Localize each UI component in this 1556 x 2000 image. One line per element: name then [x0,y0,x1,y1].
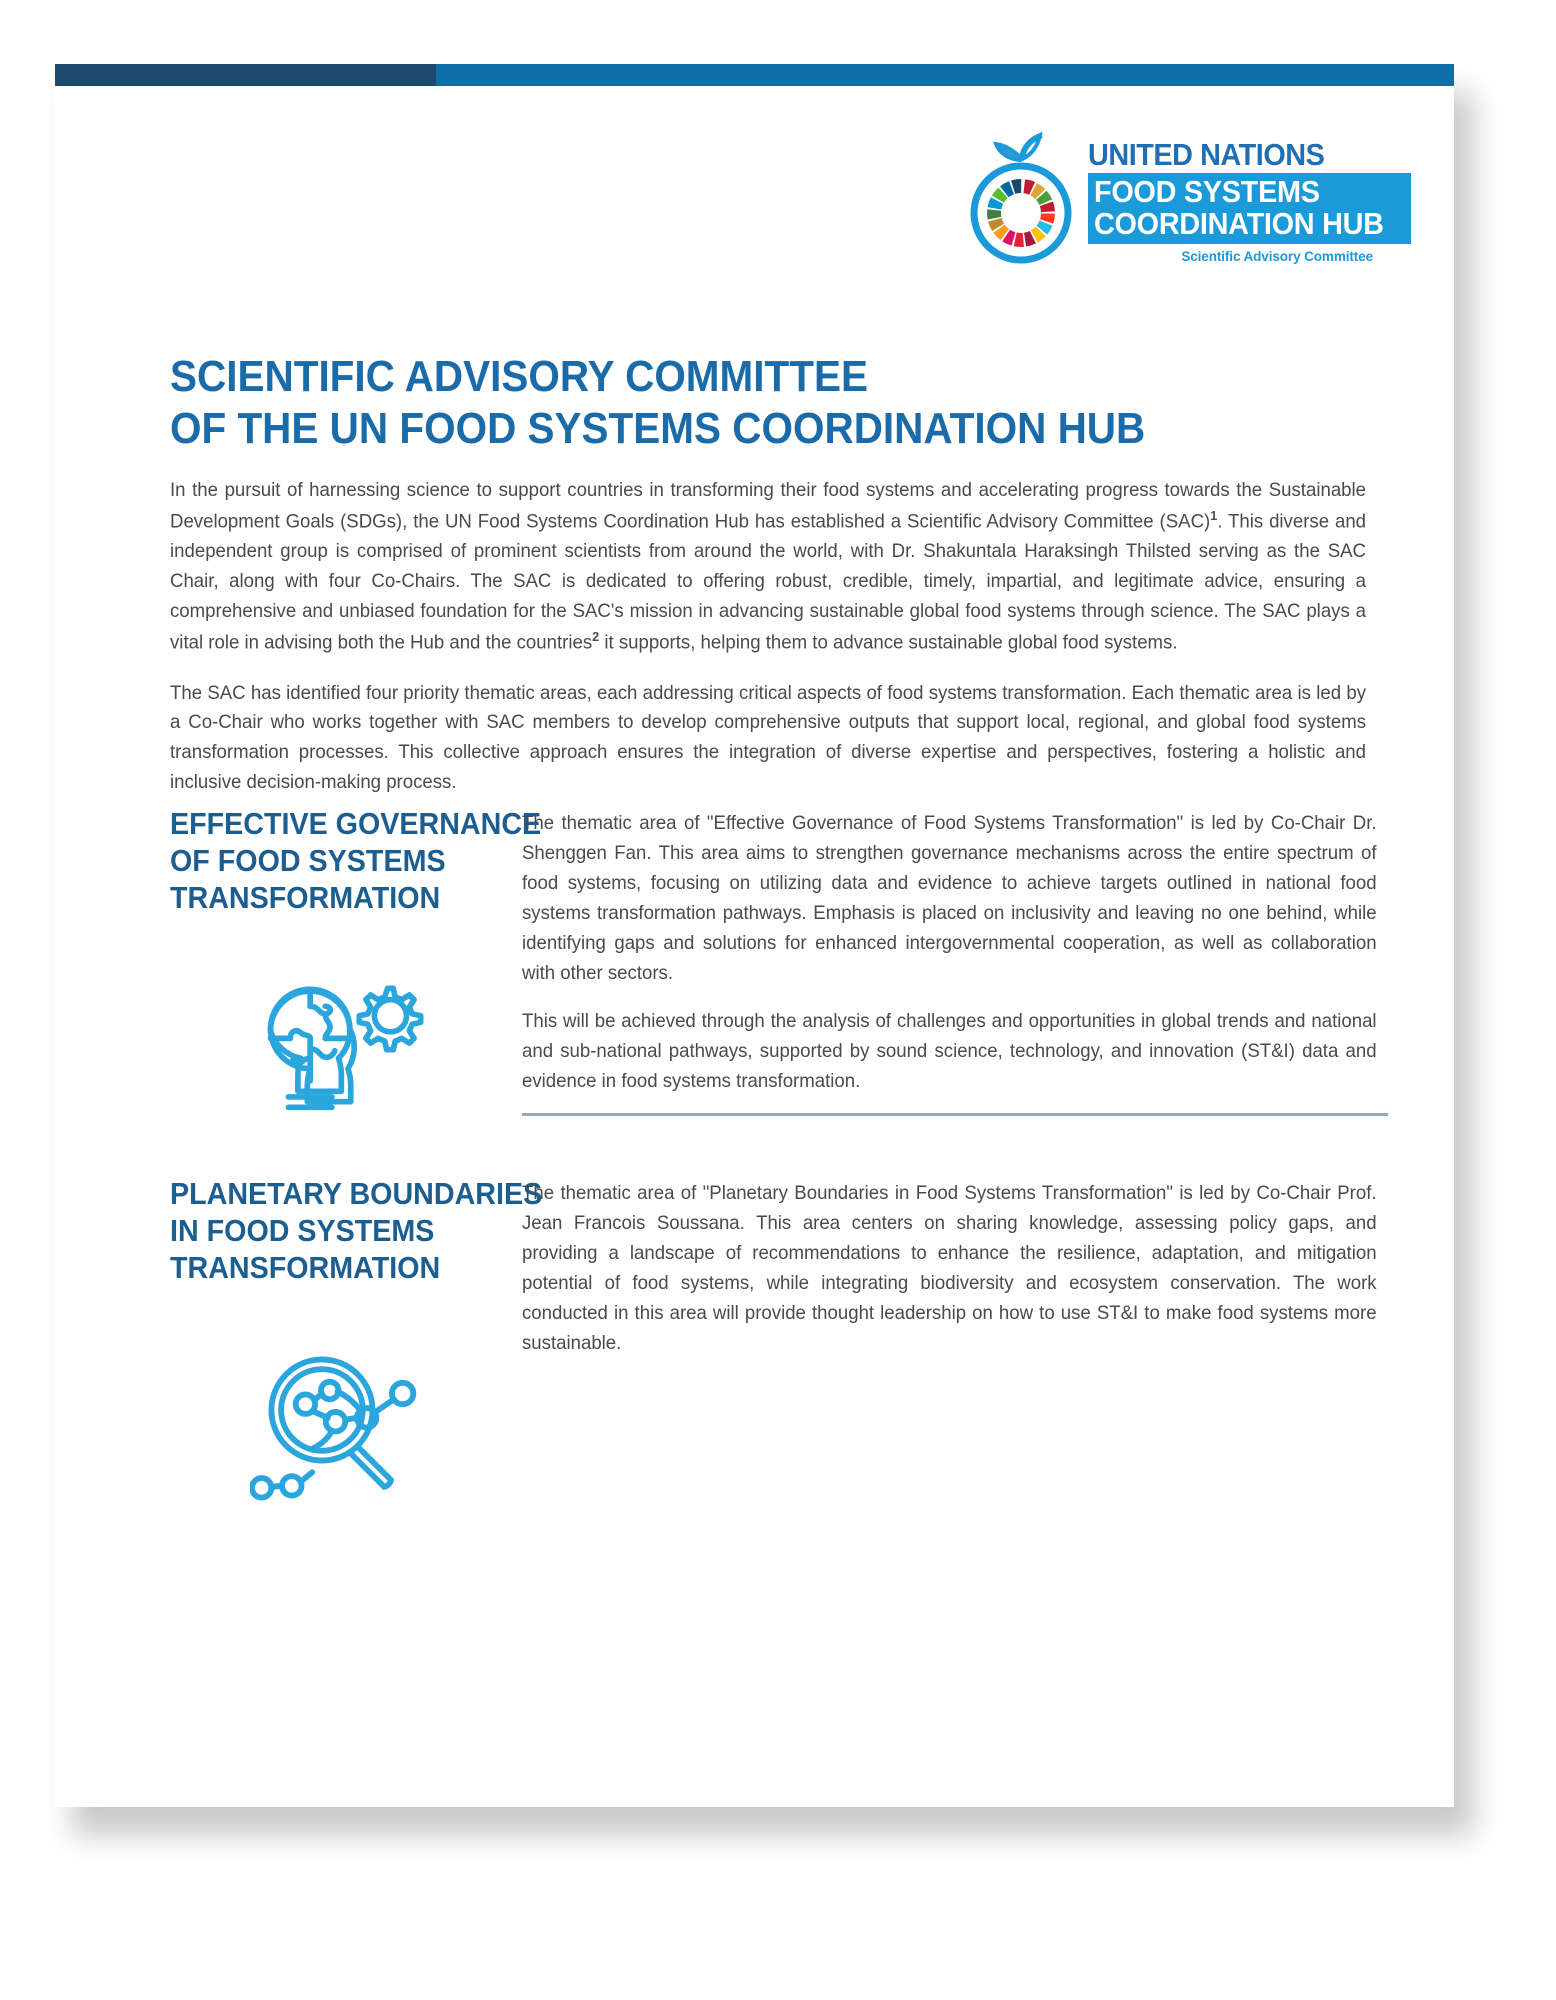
section-governance-heading-line-1: EFFECTIVE GOVERNANCE [170,807,542,841]
page-title [170,351,1170,456]
thematic-section-planetary [170,1176,1403,1510]
thematic-section-governance [170,806,1403,1130]
intro-paragraph-1 [170,476,1366,659]
section-governance-body [522,806,1403,1130]
logo-line-food-systems: FOOD SYSTEMS [1094,174,1320,209]
logo-line-united-nations: UNITED NATIONS [1088,137,1325,172]
top-bar-right-segment [436,64,1454,86]
section-planetary-heading-line-3: TRANSFORMATION [170,1251,441,1286]
logo-subtitle-sac: Scientific Advisory Committee [1181,249,1373,265]
top-color-bar [55,64,1454,86]
logo-blue-band [1088,173,1411,244]
logo-line-coordination-hub: COORDINATION HUB [1094,206,1384,242]
section-planetary-left-column [170,1176,543,1510]
magnifier-network-nodes-icon [250,1340,420,1510]
intro-paragraph-2: The SAC has identified four priority thematic areas, each addressing critical aspects of food systems transformation. Each thematic area is led by a Co-Chair who works together with SAC members to develop comprehensive outputs that support local, regional, and global food systems transformation processes. This collective approach ensures the integration of diverse expertise and perspectives, fostering a holistic and inclusive decision-making process. [170,682,1367,794]
footnote-marker-2: 2 [592,629,600,645]
lightbulb-puzzle-gear-icon [262,960,432,1130]
top-bar-left-segment [55,64,436,86]
footnote-marker-1: 1 [1210,507,1218,523]
document-sheet [55,64,1454,1807]
page-title-line-1: SCIENTIFIC ADVISORY COMMITTEE [170,352,868,401]
section-governance-left-column [170,806,542,1130]
section-governance-heading-line-3: TRANSFORMATION [170,881,441,916]
organization-logo [960,117,1384,282]
page-title-line-2: OF THE UN FOOD SYSTEMS COORDINATION HUB [170,404,1146,454]
section-governance-paragraph-1: The thematic area of "Effective Governance of Food Systems Transformation" is led by Co-Chair Dr. Shenggen Fan. This area aims to strengthen governance mechanisms across the entire spectrum of food systems, focusing on utilizing data and evidence to achieve targets outlined in national food systems transformation pathways. Emphasis is placed on inclusivity and leaving no one behind, while identifying gaps and solutions for enhanced intergovernmental cooperation, as well as collaboration with other sectors. [522,813,1377,985]
sdg-wheel-apple-logo-icon [960,125,1082,265]
section-divider [522,1113,1388,1116]
section-governance-heading-line-2: OF FOOD SYSTEMS [170,844,446,879]
intro-p1-part-a: In the pursuit of harnessing science to support countries in transforming their food systems and accelerating progress towards the Sustainable Development Goals (SDGs), the UN Food Systems Coordination Hub has established a Scientific Advisory Committee (SAC) [170,480,1367,533]
section-planetary-heading-line-1: PLANETARY BOUNDARIES [170,1177,543,1211]
intro-body [170,476,1403,798]
intro-p1-part-b: . This diverse and independent group is comprised of prominent scientists from around the world, with Dr. Shakuntala Haraksingh Thilsted serving as the SAC Chair, along with four Co-Chairs. The SAC is dedicated to offering robust, credible, timely, impartial, and legitimate advice, ensuring a comprehensive and unbiased foundation for the SAC's mission in advancing sustainable global food systems through science. The SAC plays a vital role in advising both the Hub and the countries [170,511,1367,654]
intro-p1-part-c: it supports, helping them to advance sustainable global food systems. [599,632,1178,654]
section-planetary-heading-line-2: IN FOOD SYSTEMS [170,1214,435,1249]
section-planetary-paragraph-1: The thematic area of "Planetary Boundaries in Food Systems Transformation" is led by Co-Chair Prof. Jean Francois Soussana. This area centers on sharing knowledge, assessing policy gaps, and providing a landscape of recommendations to enhance the resilience, adaptation, and mitigation potential of food systems, while integrating biodiversity and ecosystem conservation. The work conducted in this area will provide thought leadership on how to use ST&I to make food systems more sustainable. [522,1183,1377,1355]
logo-wordmark [1088,137,1384,265]
section-planetary-body [522,1176,1403,1510]
section-governance-paragraph-2: This will be achieved through the analysis of challenges and opportunities in global trends and national and sub-national pathways, supported by sound science, technology, and innovation (ST&I) data and evidence in food systems transformation. [522,1011,1377,1093]
